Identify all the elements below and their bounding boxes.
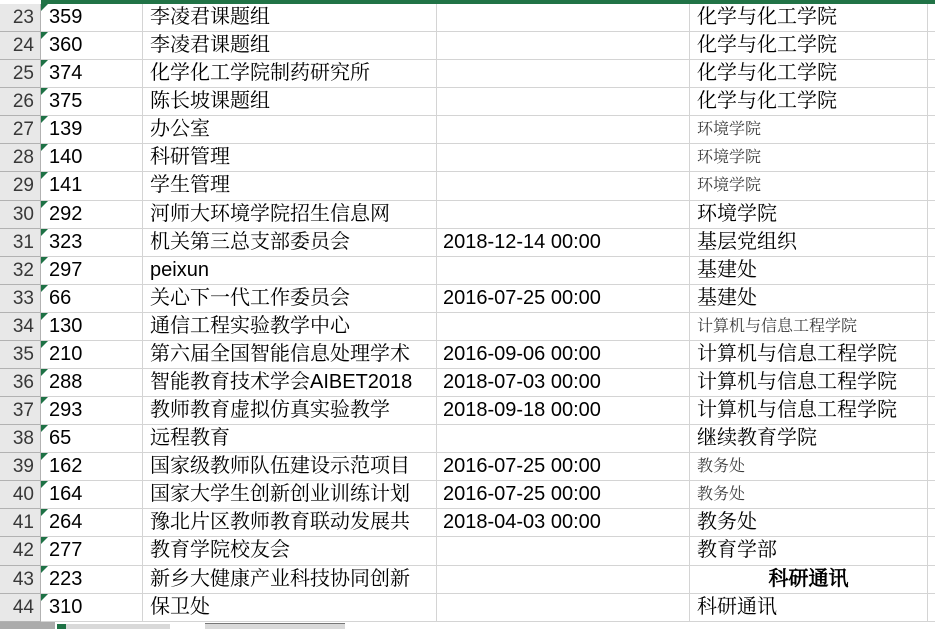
cell-empty[interactable]: [928, 481, 935, 509]
row-number[interactable]: 33: [0, 285, 41, 313]
error-triangle-icon: [41, 4, 48, 11]
cell-partial: [66, 624, 170, 629]
error-triangle-icon: [41, 481, 48, 488]
cell-name[interactable]: 办公室: [143, 116, 437, 144]
error-triangle-icon: [41, 509, 48, 516]
row-number[interactable]: 40: [0, 481, 41, 509]
error-triangle-icon: [41, 116, 48, 123]
row-number[interactable]: 44: [0, 594, 41, 622]
error-triangle-icon: [41, 594, 48, 601]
table-row: [0, 341, 935, 369]
cell-empty[interactable]: [928, 369, 935, 397]
cell-department[interactable]: 化学与化工学院: [690, 88, 928, 116]
row-number[interactable]: 38: [0, 425, 41, 453]
cell-date[interactable]: 2016-09-06 00:00: [437, 341, 690, 369]
cell-department[interactable]: 化学与化工学院: [690, 4, 928, 32]
cell-department[interactable]: 教育学部: [690, 537, 928, 565]
error-triangle-icon: [41, 397, 48, 404]
table-row: [0, 369, 935, 397]
cell-id-value: 164: [49, 483, 83, 506]
table-row: [0, 566, 935, 594]
cell-name[interactable]: 豫北片区教师教育联动发展共: [143, 509, 437, 537]
cell-date[interactable]: 2018-09-18 00:00: [437, 397, 690, 425]
cell-date[interactable]: [437, 425, 690, 453]
cell-empty[interactable]: [928, 257, 935, 285]
cell-id-value: 210: [49, 342, 83, 365]
table-row: [0, 88, 935, 116]
error-triangle-icon: [41, 425, 48, 432]
cell-id-value: 323: [49, 230, 83, 253]
row-number[interactable]: 27: [0, 116, 41, 144]
cell-id[interactable]: [41, 285, 143, 313]
cell-department[interactable]: 环境学院: [690, 144, 928, 172]
cell-id-value: 223: [49, 567, 83, 590]
table-row: [0, 32, 935, 60]
cell-department[interactable]: 化学与化工学院: [690, 32, 928, 60]
cell-date[interactable]: [437, 144, 690, 172]
table-row: [0, 453, 935, 481]
cell-id-value: 359: [49, 6, 83, 28]
cell-empty[interactable]: [928, 313, 935, 341]
row-number[interactable]: 34: [0, 313, 41, 341]
error-triangle-icon: [41, 88, 48, 95]
cell-id-value: 310: [49, 595, 83, 618]
cell-name[interactable]: 陈长坡课题组: [143, 88, 437, 116]
cell-empty[interactable]: [928, 4, 935, 32]
cell-id-value: 288: [49, 371, 83, 394]
cell-id[interactable]: [41, 341, 143, 369]
error-triangle-icon: [41, 453, 48, 460]
cell-department[interactable]: 环境学院: [690, 116, 928, 144]
cell-empty[interactable]: [928, 172, 935, 200]
cell-date[interactable]: 2016-07-25 00:00: [437, 481, 690, 509]
cell-name[interactable]: 李凌君课题组: [143, 4, 437, 32]
cell-name[interactable]: 关心下一代工作委员会: [143, 285, 437, 313]
error-triangle-icon: [41, 32, 48, 39]
table-row: [0, 509, 935, 537]
row-number[interactable]: 29: [0, 172, 41, 200]
cell-id-value: 139: [49, 118, 83, 141]
cell-name[interactable]: 机关第三总支部委员会: [143, 229, 437, 257]
cell-department[interactable]: 继续教育学院: [690, 425, 928, 453]
cell-date[interactable]: [437, 32, 690, 60]
cell-empty[interactable]: [928, 453, 935, 481]
table-row: [0, 285, 935, 313]
cell-empty[interactable]: [928, 341, 935, 369]
cell-date[interactable]: [437, 537, 690, 565]
cell-id[interactable]: [41, 88, 143, 116]
cell-name[interactable]: 科研管理: [143, 144, 437, 172]
error-triangle-icon: [41, 537, 48, 544]
table-row: [0, 229, 935, 257]
sheet-grid: [0, 4, 935, 622]
row-number[interactable]: 23: [0, 4, 41, 32]
cell-date[interactable]: [437, 172, 690, 200]
cell-name[interactable]: 李凌君课题组: [143, 32, 437, 60]
table-row: [0, 481, 935, 509]
cell-id-value: 374: [49, 62, 83, 85]
row-number[interactable]: 39: [0, 453, 41, 481]
error-triangle-icon: [41, 313, 48, 320]
table-row: [0, 4, 935, 32]
row-number[interactable]: 24: [0, 32, 41, 60]
error-triangle-icon: [41, 566, 48, 573]
cell-id[interactable]: [41, 201, 143, 229]
cell-id-value: 140: [49, 146, 83, 169]
row-number[interactable]: 30: [0, 201, 41, 229]
cell-id[interactable]: [41, 369, 143, 397]
cell-partial: [205, 623, 345, 629]
error-triangle-icon: [41, 60, 48, 67]
cell-name[interactable]: 河师大环境学院招生信息网: [143, 201, 437, 229]
row-number[interactable]: 36: [0, 369, 41, 397]
cell-department[interactable]: 计算机与信息工程学院: [690, 369, 928, 397]
cell-id[interactable]: [41, 60, 143, 88]
cell-name[interactable]: 新乡大健康产业科技协同创新: [143, 566, 437, 594]
cell-date[interactable]: [437, 566, 690, 594]
cell-empty[interactable]: [928, 509, 935, 537]
cell-department[interactable]: 科研通讯: [690, 594, 928, 622]
cell-id[interactable]: [41, 4, 143, 32]
cell-id[interactable]: [41, 32, 143, 60]
cell-date[interactable]: [437, 60, 690, 88]
cell-name[interactable]: 智能教育技术学会AIBET2018: [143, 369, 437, 397]
cell-id-value: 264: [49, 511, 83, 534]
cell-department[interactable]: 计算机与信息工程学院: [690, 397, 928, 425]
cell-date[interactable]: 2018-12-14 00:00: [437, 229, 690, 257]
cell-id-value: 375: [49, 90, 83, 113]
cell-id-value: 130: [49, 314, 83, 337]
cell-department[interactable]: 化学与化工学院: [690, 60, 928, 88]
cell-empty[interactable]: [928, 201, 935, 229]
row-number[interactable]: 41: [0, 509, 41, 537]
cell-id[interactable]: [41, 257, 143, 285]
cell-department[interactable]: 教务处: [690, 481, 928, 509]
table-row: [0, 537, 935, 565]
cell-id[interactable]: [41, 566, 143, 594]
error-triangle-icon: [41, 144, 48, 151]
cell-department[interactable]: 教务处: [690, 453, 928, 481]
cell-name[interactable]: 国家大学生创新创业训练计划: [143, 481, 437, 509]
error-triangle-icon: [41, 172, 48, 179]
error-triangle-icon: [41, 285, 48, 292]
row-header-partial: [0, 622, 55, 629]
cell-date[interactable]: 2018-07-03 00:00: [437, 369, 690, 397]
cell-id[interactable]: [41, 313, 143, 341]
cell-id-value: 162: [49, 455, 83, 478]
row-number[interactable]: 31: [0, 229, 41, 257]
cell-id[interactable]: [41, 481, 143, 509]
cell-id-value: 66: [49, 286, 72, 309]
cell-empty[interactable]: [928, 116, 935, 144]
table-row: [0, 594, 935, 622]
cell-empty[interactable]: [928, 566, 935, 594]
cell-department[interactable]: 基建处: [690, 257, 928, 285]
table-row: [0, 397, 935, 425]
cell-name[interactable]: 保卫处: [143, 594, 437, 622]
next-row-partial: [0, 622, 935, 629]
cell-id[interactable]: [41, 229, 143, 257]
cell-department[interactable]: 环境学院: [690, 201, 928, 229]
row-number[interactable]: 42: [0, 537, 41, 565]
cell-id[interactable]: [41, 594, 143, 622]
table-row: [0, 257, 935, 285]
row-number[interactable]: 26: [0, 88, 41, 116]
table-row: [0, 144, 935, 172]
cell-id-value: 292: [49, 202, 83, 225]
cell-empty[interactable]: [928, 144, 935, 172]
cell-department[interactable]: 科研通讯: [690, 566, 928, 594]
error-triangle-icon: [41, 341, 48, 348]
cell-empty[interactable]: [928, 594, 935, 622]
cell-department[interactable]: 计算机与信息工程学院: [690, 313, 928, 341]
cell-name[interactable]: 远程教育: [143, 425, 437, 453]
row-number[interactable]: 43: [0, 566, 41, 594]
cell-date[interactable]: [437, 201, 690, 229]
row-number[interactable]: 25: [0, 60, 41, 88]
table-row: [0, 60, 935, 88]
cell-empty[interactable]: [928, 32, 935, 60]
cell-date[interactable]: [437, 257, 690, 285]
cell-date[interactable]: 2016-07-25 00:00: [437, 453, 690, 481]
cell-department[interactable]: 基层党组织: [690, 229, 928, 257]
cell-name[interactable]: 通信工程实验教学中心: [143, 313, 437, 341]
cell-department[interactable]: 计算机与信息工程学院: [690, 341, 928, 369]
cell-department[interactable]: 基建处: [690, 285, 928, 313]
cell-name[interactable]: 学生管理: [143, 172, 437, 200]
cell-id-value: 277: [49, 539, 83, 562]
row-number[interactable]: 32: [0, 257, 41, 285]
cell-empty[interactable]: [928, 229, 935, 257]
cell-name[interactable]: 教育学院校友会: [143, 537, 437, 565]
table-row: [0, 172, 935, 200]
table-row: [0, 313, 935, 341]
cell-empty[interactable]: [928, 285, 935, 313]
error-triangle-icon: [41, 257, 48, 264]
cell-empty[interactable]: [928, 60, 935, 88]
table-row: [0, 425, 935, 453]
cell-date[interactable]: [437, 116, 690, 144]
cell-id-value: 293: [49, 399, 83, 422]
table-row: [0, 201, 935, 229]
cell-id[interactable]: [41, 453, 143, 481]
cell-id-value: 297: [49, 258, 83, 281]
cell-name[interactable]: 化学化工学院制药研究所: [143, 60, 437, 88]
cell-id[interactable]: [41, 509, 143, 537]
cell-date[interactable]: [437, 88, 690, 116]
error-triangle-icon: [41, 369, 48, 376]
cell-name[interactable]: 教师教育虚拟仿真实验教学: [143, 397, 437, 425]
row-number[interactable]: 35: [0, 341, 41, 369]
cell-date[interactable]: [437, 4, 690, 32]
cell-id[interactable]: [41, 537, 143, 565]
cell-name[interactable]: peixun: [143, 257, 437, 285]
cell-name[interactable]: 国家级教师队伍建设示范项目: [143, 453, 437, 481]
error-triangle-partial-icon: [57, 624, 66, 629]
cell-empty[interactable]: [928, 425, 935, 453]
cell-id-value: 65: [49, 427, 72, 450]
cell-empty[interactable]: [928, 397, 935, 425]
cell-id[interactable]: [41, 116, 143, 144]
cell-id[interactable]: [41, 425, 143, 453]
cell-empty[interactable]: [928, 88, 935, 116]
cell-id[interactable]: [41, 144, 143, 172]
cell-date[interactable]: 2018-04-03 00:00: [437, 509, 690, 537]
cell-department[interactable]: 环境学院: [690, 172, 928, 200]
cell-id-value: 141: [49, 174, 83, 197]
cell-department[interactable]: 教务处: [690, 509, 928, 537]
cell-name[interactable]: 第六届全国智能信息处理学术: [143, 341, 437, 369]
cell-id[interactable]: [41, 397, 143, 425]
cell-id[interactable]: [41, 172, 143, 200]
cell-date[interactable]: [437, 594, 690, 622]
table-row: [0, 116, 935, 144]
row-number[interactable]: 28: [0, 144, 41, 172]
error-triangle-icon: [41, 229, 48, 236]
row-number[interactable]: 37: [0, 397, 41, 425]
cell-id-value: 360: [49, 34, 83, 57]
cell-empty[interactable]: [928, 537, 935, 565]
cell-date[interactable]: [437, 313, 690, 341]
cell-date[interactable]: 2016-07-25 00:00: [437, 285, 690, 313]
error-triangle-icon: [41, 201, 48, 208]
